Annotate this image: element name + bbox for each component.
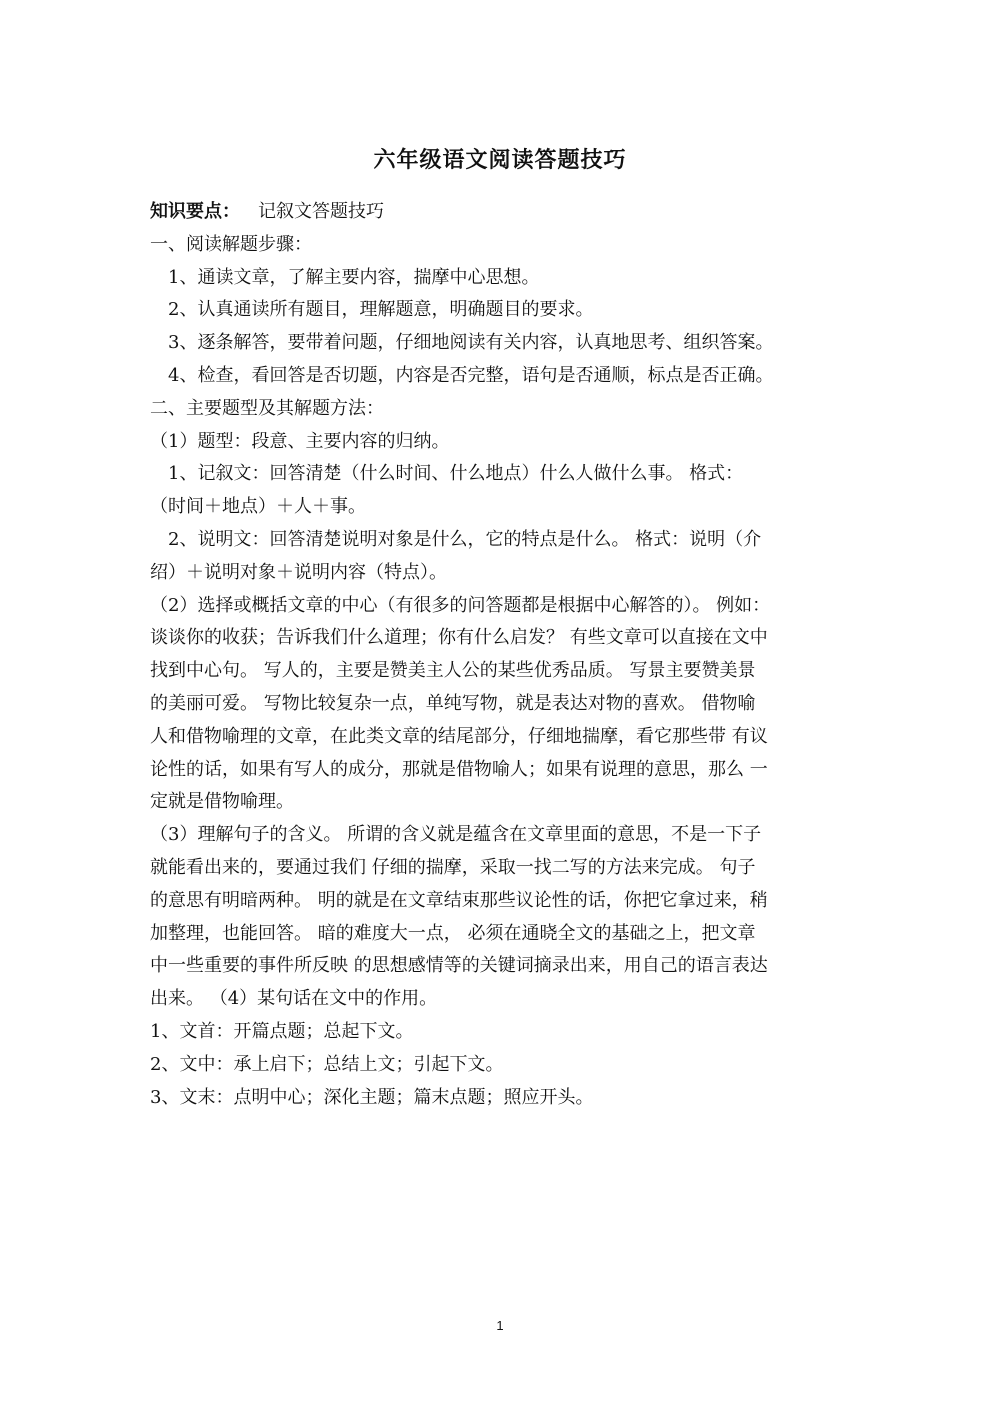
paragraph-line: 谈谈你的收获；告诉我们什么道理；你有什么启发？ 有些文章可以直接在文中: [150, 627, 768, 649]
paragraph-line: 找到中心句。 写人的，主要是赞美主人公的某些优秀品质。 写景主要赞美景: [150, 660, 756, 682]
paragraph-line: 4、检查，看回答是否切题，内容是否完整，语句是否通顺，标点是否正确。: [168, 364, 774, 386]
section-heading: 二、主要题型及其解题方法：: [150, 397, 384, 419]
paragraph-line: 就能看出来的，要通过我们 仔细的揣摩，采取一找二写的方法来完成。 句子: [150, 856, 756, 878]
paragraph-line: （3）理解句子的含义。 所谓的含义就是蕴含在文章里面的意思，不是一下子: [150, 824, 762, 846]
page-number: 1: [496, 1318, 504, 1333]
paragraph-line: 出来。 （4）某句话在文中的作用。: [150, 988, 438, 1010]
paragraph-line: （时间＋地点）＋人＋事。: [150, 496, 366, 518]
paragraph-line: （2）选择或概括文章的中心（有很多的问答题都是根据中心解答的）。 例如：: [150, 594, 771, 616]
paragraph-line: 3、文末：点明中心；深化主题；篇末点题；照应开头。: [150, 1086, 594, 1108]
paragraph-line: 绍）＋说明对象＋说明内容（特点）。: [150, 561, 447, 583]
paragraph-line: 3、逐条解答，要带着问题，仔细地阅读有关内容，认真地思考、组织答案。: [168, 332, 774, 354]
paragraph-line: 1、记叙文：回答清楚（什么时间、什么地点）什么人做什么事。 格式：: [168, 463, 744, 485]
paragraph-line: 2、认真通读所有题目，理解题意，明确题目的要求。: [168, 299, 594, 321]
knowledge-points-label: 知识要点：: [150, 201, 240, 222]
document-title: 六年级语文阅读答题技巧: [373, 147, 627, 173]
section-heading: 一、阅读解题步骤：: [150, 233, 312, 255]
knowledge-points-value: 记叙文答题技巧: [258, 201, 384, 222]
paragraph-line: 定就是借物喻理。: [150, 791, 294, 813]
paragraph-line: 2、说明文：回答清楚说明对象是什么，它的特点是什么。 格式：说明（介: [168, 528, 762, 550]
paragraph-line: 的意思有明暗两种。 明的就是在文章结束那些议论性的话，你把它拿过来，稍: [150, 889, 768, 911]
paragraph-line: 人和借物喻理的文章，在此类文章的结尾部分，仔细地揣摩，看它那些带 有议: [150, 725, 768, 747]
paragraph-line: 加整理，也能回答。 暗的难度大一点， 必须在通晓全文的基础之上，把文章: [150, 922, 756, 944]
paragraph-line: 论性的话，如果有写人的成分，那就是借物喻人；如果有说理的意思，那么 一: [150, 758, 768, 780]
document-body: [150, 196, 850, 1114]
paragraph-line: 2、文中：承上启下；总结上文；引起下文。: [150, 1053, 504, 1075]
paragraph-line: 1、通读文章，了解主要内容，揣摩中心思想。: [168, 266, 540, 288]
paragraph-line: 的美丽可爱。 写物比较复杂一点，单纯写物，就是表达对物的喜欢。 借物喻: [150, 692, 756, 714]
paragraph-line: 中一些重要的事件所反映 的思想感情等的关键词摘录出来，用自己的语言表达: [150, 955, 768, 977]
knowledge-points-line: [150, 196, 850, 229]
paragraph-line: 1、文首：开篇点题；总起下文。: [150, 1020, 414, 1042]
paragraph-line: （1）题型：段意、主要内容的归纳。: [150, 430, 450, 452]
